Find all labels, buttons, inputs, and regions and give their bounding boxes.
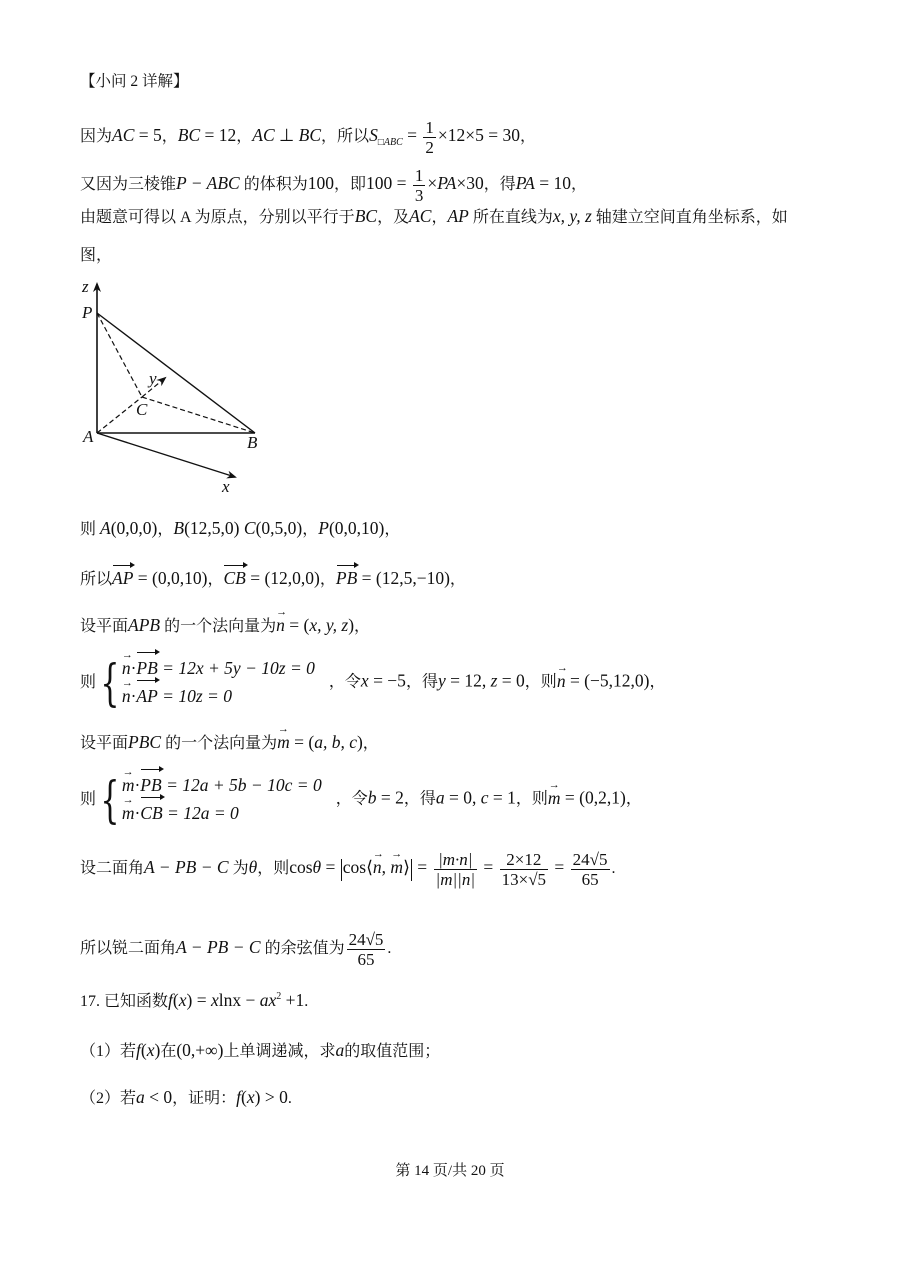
text: 则 [80, 791, 97, 808]
math: c [480, 787, 489, 808]
math: ax [259, 990, 277, 1010]
text: 的余弦值为 [260, 940, 345, 958]
brace: { [100, 654, 120, 712]
numerator: 24√5 [572, 850, 608, 869]
vector-n: n → [122, 683, 131, 709]
text: 设平面 [80, 618, 129, 635]
math: · [134, 775, 141, 795]
text: 上单调递减，求 [223, 1043, 336, 1060]
text: ， [319, 571, 336, 588]
math: ) [348, 615, 355, 635]
text: ， [449, 571, 466, 588]
vector-m: m → [122, 772, 135, 798]
label-p: P [82, 303, 93, 322]
math: PA [515, 173, 535, 194]
text: 17. 已知函数 [80, 993, 169, 1010]
denominator: 2 [425, 138, 434, 157]
text: ，即 [333, 176, 366, 194]
text: ， [302, 521, 319, 538]
pyramid-figure [70, 270, 290, 500]
vector-n: n → [122, 655, 131, 681]
abs-bar [341, 859, 342, 881]
math: = 12a + 5b − 10c = 0 [161, 775, 322, 795]
math: ⟩ [403, 857, 410, 878]
math: = [479, 857, 498, 878]
math: · [130, 686, 137, 706]
denominator: 65 [357, 950, 375, 969]
math: z [490, 670, 498, 691]
text: ， [236, 128, 253, 146]
math: a [335, 1040, 345, 1060]
text: ，令 [328, 673, 361, 691]
text: 则 [80, 521, 101, 538]
text: ， [570, 176, 587, 194]
math: = 0 [497, 670, 525, 691]
math: = (0,0,10) [133, 568, 208, 588]
fraction [571, 850, 610, 889]
math: = 12, [445, 670, 491, 691]
system-row [122, 683, 315, 711]
text: ，得 [405, 673, 438, 691]
math: AC [112, 125, 135, 146]
math: = 10z = 0 [157, 686, 232, 706]
math: AC [409, 206, 432, 226]
math: C [239, 518, 256, 538]
math: = 5 [134, 125, 162, 146]
vector-pb: PB [136, 655, 157, 681]
line-system-n [80, 655, 665, 711]
line-coordinates [80, 518, 400, 540]
text: 的体积为 [239, 176, 308, 194]
math: x [178, 990, 187, 1010]
math: S [369, 125, 378, 146]
text: ， [384, 521, 401, 538]
math: = [550, 857, 569, 878]
system-row [122, 655, 315, 683]
line-area [80, 118, 536, 157]
math: (0,5,0) [255, 518, 303, 538]
vector-n: n → [557, 671, 566, 691]
math: PBC [128, 732, 162, 752]
math: = [402, 125, 422, 146]
text: ， [362, 735, 379, 752]
math: (0,0,10) [328, 518, 385, 538]
vector-cb: CB [223, 568, 246, 588]
math: < 0 [144, 1087, 173, 1107]
math: ( [241, 1087, 247, 1107]
text: 由题意可得以 A 为原点，分别以平行于 [80, 209, 355, 226]
math: 100 [307, 173, 334, 194]
label-x: x [222, 477, 230, 496]
math: θ [312, 857, 322, 878]
math: ) [356, 732, 363, 752]
math: AP [447, 206, 469, 226]
math: PA [437, 173, 457, 194]
system-rows [122, 655, 315, 711]
math: f [168, 990, 173, 1010]
math: BC [354, 206, 378, 226]
vector-ap: AP [112, 568, 134, 588]
math: = [412, 857, 432, 878]
math: = 12a = 0 [162, 803, 239, 823]
denominator: 65 [581, 870, 599, 889]
fraction [500, 850, 548, 889]
text: 所在直线为 [468, 209, 553, 226]
text: 的一个法向量为 [160, 618, 277, 635]
math: cos⟨ [342, 857, 373, 878]
numerator: 24√5 [348, 930, 384, 949]
text: 因为 [80, 128, 113, 146]
line-figure-ref: 图， [80, 247, 113, 264]
math: cos [289, 857, 313, 878]
text: ， [431, 209, 448, 226]
math: = (12,0,0) [245, 568, 320, 588]
text: （1）若 [80, 1043, 137, 1060]
math: ) [154, 1040, 161, 1060]
math: = 10 [534, 173, 571, 194]
vector-m: m → [122, 800, 135, 826]
text: 为 [228, 860, 249, 878]
text: . [387, 940, 392, 958]
vector-n: n → [373, 857, 382, 877]
subscript: □ABC [377, 137, 403, 149]
text: . [304, 993, 309, 1010]
text: 设二面角 [80, 860, 145, 878]
math: = −5 [368, 670, 406, 691]
edge-pc [97, 313, 142, 397]
fraction [347, 930, 386, 969]
math: x, y, z [309, 615, 349, 635]
fraction [423, 118, 436, 157]
numerator: 1 [414, 166, 424, 185]
text: ， [157, 521, 174, 538]
system-row [122, 800, 322, 828]
line-conclusion [80, 930, 391, 969]
text: ，所以 [321, 128, 370, 146]
edge-pb [97, 313, 255, 433]
text: . [287, 1090, 292, 1107]
text: ，得 [483, 176, 516, 194]
label-b: B [247, 433, 258, 452]
text: 所以锐二面角 [80, 940, 177, 958]
math: AC [252, 125, 275, 146]
line-vectors [80, 568, 466, 590]
math: f [136, 1040, 141, 1060]
line-coordinate-setup [80, 206, 788, 228]
math: ×12×5 = 30 [437, 125, 520, 146]
math: = ( [289, 732, 315, 752]
math: · [130, 658, 137, 678]
math: x [360, 670, 369, 691]
vector-n: n → [276, 615, 285, 635]
math: = 12 [200, 125, 237, 146]
vector-cb: CB [140, 800, 162, 826]
text: ， [519, 128, 536, 146]
brace: { [100, 771, 120, 829]
math: ) > 0 [254, 1087, 288, 1107]
math: , [381, 857, 391, 878]
label-z: z [82, 277, 89, 296]
math: BC [177, 125, 201, 146]
vector-m: m → [548, 788, 561, 808]
math: P − ABC [176, 173, 240, 194]
label-c: C [136, 400, 148, 419]
numerator: 1 [425, 118, 434, 137]
math: A − PB − C [144, 857, 229, 878]
text: （2）若 [80, 1090, 137, 1107]
line-volume [80, 166, 587, 205]
math: = [321, 857, 340, 878]
text: ，则 [524, 673, 557, 691]
math: = (12,5,−10) [357, 568, 450, 588]
text: ， [354, 618, 371, 635]
math: 100 = [365, 173, 411, 194]
math: = 0, [444, 787, 481, 808]
fraction [413, 166, 426, 205]
math: a [435, 787, 445, 808]
vector-m: m → [277, 732, 290, 752]
math: b [367, 787, 377, 808]
x-axis [97, 433, 235, 477]
math: = ( [284, 615, 310, 635]
page-footer: 第 14 页/共 20 页 [395, 1163, 505, 1179]
abs-bar [411, 859, 412, 881]
system-row [122, 772, 322, 800]
math: B [173, 518, 185, 538]
math: = 2 [376, 787, 404, 808]
text: 所以 [80, 571, 113, 588]
line-system-m [80, 772, 642, 828]
math: = 12x + 5y − 10z = 0 [157, 658, 315, 678]
line-cosine [80, 850, 616, 889]
text: ， [649, 673, 666, 691]
text: ， [625, 790, 642, 808]
math: (0,0,0) [110, 518, 158, 538]
math: ( [140, 1040, 147, 1060]
superscript: 2 [276, 991, 282, 1002]
text: ，及 [377, 209, 410, 226]
denominator: |m||n| [435, 870, 475, 889]
text: 轴建立空间直角坐标系，如 [591, 209, 788, 226]
problem-17-stem [80, 987, 308, 1012]
text: ，证明： [172, 1090, 237, 1107]
math: = (0,2,1) [560, 787, 626, 808]
vector-pb: PB [140, 772, 161, 798]
section-heading: 【小问 2 详解】 [80, 73, 189, 90]
vector-pb: PB [335, 568, 358, 588]
math: θ [248, 857, 258, 878]
text: ，则 [515, 790, 548, 808]
problem-17-part-1 [80, 1040, 440, 1062]
text: ，则 [257, 860, 290, 878]
denominator: 3 [414, 186, 424, 205]
math: x [146, 1040, 155, 1060]
text: . [611, 860, 616, 878]
math: ) = [186, 990, 211, 1010]
text: ，令 [335, 790, 368, 808]
math: × [427, 173, 438, 194]
math: ×30 [456, 173, 484, 194]
math: P [318, 518, 329, 538]
math: · [134, 803, 141, 823]
math: y [437, 670, 446, 691]
math: lnx − [218, 990, 260, 1010]
math: = 1 [488, 787, 516, 808]
equation-system [80, 772, 322, 828]
math: A [100, 518, 111, 538]
text: ， [207, 571, 224, 588]
text: 的取值范围； [344, 1043, 441, 1060]
math: APB [128, 615, 161, 635]
vector-m: m → [390, 857, 403, 877]
text: ，得 [403, 790, 436, 808]
fraction [434, 850, 477, 889]
math: +1 [281, 990, 305, 1010]
text: 在 [160, 1043, 177, 1060]
math: ( [172, 990, 179, 1010]
label-y: y [149, 369, 157, 388]
math: a [136, 1087, 145, 1107]
math: f [236, 1087, 242, 1107]
text: 又因为三棱锥 [80, 176, 177, 194]
math: BC [298, 125, 322, 146]
line-normal-m [80, 732, 379, 754]
label-a: A [83, 427, 94, 446]
text: 设平面 [80, 735, 129, 752]
math: (0,+∞) [176, 1040, 224, 1060]
math: ⊥ [274, 125, 299, 146]
numerator: 2×12 [500, 850, 548, 870]
math: x, y, z [552, 206, 592, 226]
denominator: 13×√5 [501, 870, 547, 889]
system-rows [122, 772, 322, 828]
vector-ap: AP [136, 683, 157, 709]
math: x [246, 1087, 255, 1107]
text: ， [161, 128, 178, 146]
math: (12,5,0) [184, 518, 240, 538]
equation-system [80, 655, 315, 711]
math: = (−5,12,0) [565, 670, 650, 691]
math: A − PB − C [176, 937, 261, 958]
text: 则 [80, 674, 97, 691]
edge-cb [142, 397, 255, 433]
text: 的一个法向量为 [161, 735, 278, 752]
math: x [210, 990, 219, 1010]
line-normal-n [80, 615, 370, 637]
problem-17-part-2 [80, 1087, 292, 1109]
math: a, b, c [314, 732, 357, 752]
numerator: |m·n| [434, 850, 477, 870]
